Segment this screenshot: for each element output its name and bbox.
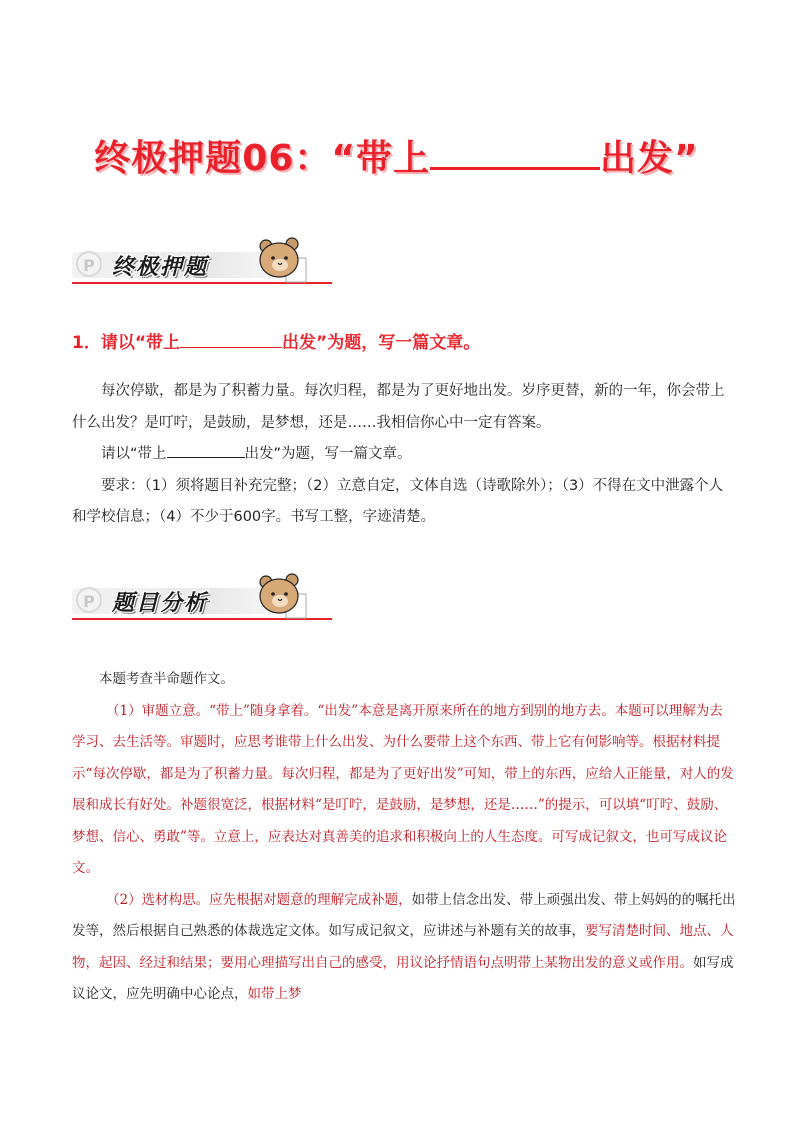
question-suffix: 出发”为题，写一篇文章。 [282, 333, 481, 353]
material-p2-suffix: 出发”为题，写一篇文章。 [244, 446, 412, 462]
question-blank-line [180, 331, 282, 348]
bear-icon [256, 572, 308, 620]
material-blank-line [167, 444, 245, 458]
section-label: 终极押题 [112, 255, 209, 280]
material-paragraph-3: 要求：（1）须将题目补充完整；（2）立意自定，文体自选（诗歌除外）；（3）不得在文中泄露个人和学校信息；（4）不少于600字。书写工整，字迹清楚。 [72, 477, 724, 525]
material-p2-prefix: 请以“带上 [101, 446, 167, 462]
analysis-intro: 本题考查半命题作文。 [99, 671, 234, 687]
material-paragraph-1: 每次停歇，都是为了积蓄力量。每次归程，都是为了更好地出发。岁序更替，新的一年，你会带上什么出发？是叮咛，是鼓励，是梦想，还是……我相信你心中一定有答案。 [72, 383, 725, 431]
section-banner-analysis [72, 580, 332, 620]
analysis-p2-part-b: 如带上信念出发、带上顽强出发、带上妈妈的的嘱托出发等，然后根据自己熟悉的体裁选定文体。如写成记叙文，应讲述与补题有关的故事， [72, 891, 736, 939]
analysis-paragraph-1: （1）审题立意。“带上”随身拿着。“出发”本意是离开原来所在的地方到别的地方去。本题可以理解为去学习、去生活等。审题时，应思考谁带上什么出发、为什么要带上这个东西、带上它有何影响等。根据材料提示“每次停歇，都是为了积蓄力量。每次归程，都是为了更好出发”可知，带上的东西，应给人正能量，对人的发展和成长有好处。补题很宽泛，根据材料“是叮咛，是鼓励，是梦想，还是……”的提示，可以填“叮咛、鼓励、梦想、信心、勇敢”等。立意上，应表达对真善美的追求和积极向上的人生态度。可写成记叙文，也可写成议论文。 [72, 702, 734, 876]
section-label: 题目分析 [112, 591, 209, 616]
material-paragraph-2 [72, 439, 732, 471]
analysis-text [72, 664, 736, 1011]
question-heading [72, 328, 480, 353]
analysis-p2-part-d: 如写成议论文，应先明确中心论点， [72, 954, 734, 1002]
analysis-paragraph-2 [72, 885, 736, 1011]
question-prefix: 1．请以“带上 [72, 333, 181, 353]
analysis-p2-part-c: 要写清楚时间、地点、人物，起因、经过和结果；要用心理描写出自己的感受，用议论抒情语句点明带上某物出发的意义或作用。 [72, 923, 734, 971]
coin-icon: P [76, 587, 102, 613]
section-banner-final-prediction [72, 244, 332, 284]
page-title [0, 130, 793, 181]
analysis-p2-part-e: 如带上梦 [247, 986, 302, 1002]
title-blank-line [430, 137, 600, 170]
title-suffix: 出发” [600, 138, 699, 179]
material-text [72, 376, 732, 534]
title-prefix: 终极押题06：“带上 [94, 138, 431, 179]
coin-icon: P [76, 251, 102, 277]
analysis-p2-part-a: （2）选材构思。应先根据对题意的理解完成补题， [106, 891, 412, 908]
bear-icon [256, 236, 308, 284]
